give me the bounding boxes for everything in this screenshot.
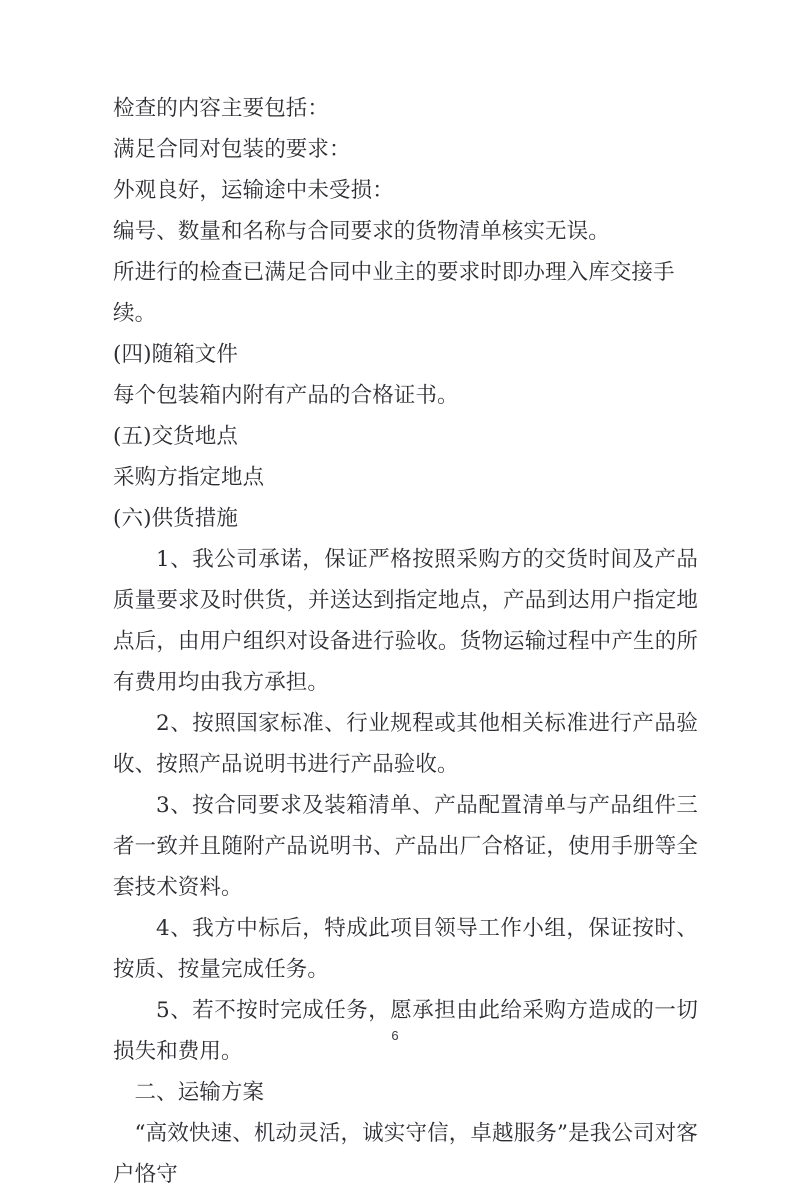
section-heading: (六)供货措施 xyxy=(113,506,238,531)
section-heading: 二、运输方案 xyxy=(134,1080,265,1105)
numbered-paragraph: 1、我公司承诺，保证严格按照采购方的交货时间及产品质量要求及时供货，并送达到指定地点，产品到达用户指定地点后，由用户组织对设备进行验收。货物运输过程中产生的所有费用均由我方承担。 xyxy=(113,547,698,695)
paragraph: 满足合同对包装的要求： xyxy=(113,137,351,162)
paragraph: 采购方指定地点 xyxy=(113,465,265,490)
numbered-paragraph: 2、按照国家标准、行业规程或其他相关标准进行产品验收、按照产品说明书进行产品验收。 xyxy=(113,711,698,777)
numbered-paragraph: 3、按合同要求及装箱清单、产品配置清单与产品组件三者一致并且随附产品说明书、产品出厂合格证，使用手册等全套技术资料。 xyxy=(113,793,698,900)
paragraph: “高效快速、机动灵活，诚实守信，卓越服务”是我公司对客户恪守 xyxy=(113,1121,698,1187)
paragraph: 每个包装箱内附有产品的合格证书。 xyxy=(113,383,459,408)
numbered-paragraph: 4、我方中标后，特成此项目领导工作小组，保证按时、按质、按量完成任务。 xyxy=(113,916,698,982)
numbered-paragraph: 5、若不按时完成任务，愿承担由此给采购方造成的一切损失和费用。 xyxy=(113,998,698,1064)
page-number: 6 xyxy=(391,1028,399,1043)
paragraph: 所进行的检查已满足合同中业主的要求时即办理入库交接手续。 xyxy=(113,260,675,326)
paragraph: 编号、数量和名称与合同要求的货物清单核实无误。 xyxy=(113,219,610,244)
section-heading: (四)随箱文件 xyxy=(113,342,238,367)
paragraph: 外观良好，运输途中未受损： xyxy=(113,178,394,203)
section-heading: (五)交货地点 xyxy=(113,424,238,449)
paragraph: 检查的内容主要包括： xyxy=(113,96,330,121)
